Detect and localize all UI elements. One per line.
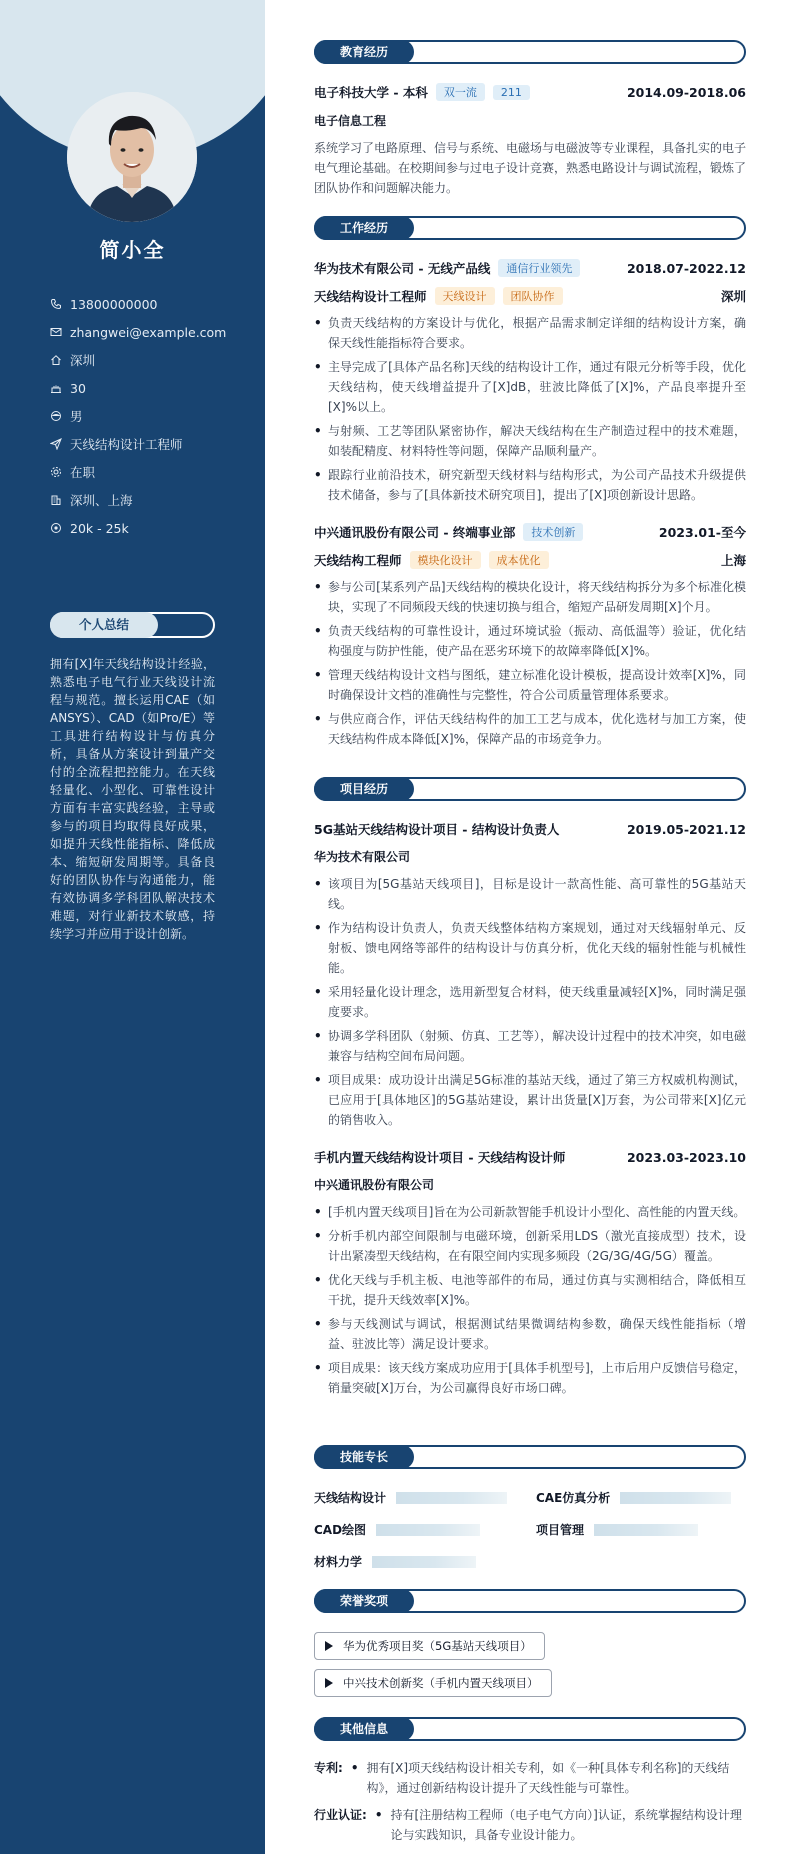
award-text: 华为优秀项目奖（5G基站天线项目） — [343, 1639, 532, 1653]
job-role-tag: 成本优化 — [489, 551, 549, 569]
job-company: 中兴通讯股份有限公司 - 终端事业部 — [314, 525, 516, 540]
home-icon — [50, 354, 62, 366]
job-role-row — [314, 551, 746, 569]
project-bullet: • 优化天线与手机主板、电池等部件的布局，通过仿真与实测相结合，降低相互干扰，提升天线效率[X]%。 — [314, 1270, 746, 1310]
project-bullet: • 分析手机内部空间限制与电磁环境，创新采用LDS（激光直接成型）技术，设计出紧凑型天线结构，在有限空间内实现多频段（2G/3G/4G/5G）覆盖。 — [314, 1226, 746, 1266]
education-description: 系统学习了电路原理、信号与系统、电磁场与电磁波等专业课程，具备扎实的电子电气理论基础。在校期间参与过电子设计竞赛，熟悉电路设计与调试流程，锻炼了团队协作和问题解决能力。 — [314, 141, 747, 195]
job-company: 华为技术有限公司 - 无线产品线 — [314, 261, 491, 276]
skill-name: 材料力学 — [314, 1555, 363, 1569]
section-header-other — [314, 1717, 746, 1741]
section-title-other: 其他信息 — [314, 1717, 414, 1741]
project-period: 2023.03-2023.10 — [626, 1149, 746, 1165]
bullet-dot: • — [374, 1808, 383, 1822]
job-period: 2018.07-2022.12 — [626, 260, 746, 276]
job-bullet: • 管理天线结构设计文档与图纸，建立标准化设计模板，提高设计效率[X]%，同时确保设计文档的准确性与完整性，符合公司质量管理体系要求。 — [314, 665, 746, 705]
job-bullets — [314, 313, 746, 509]
certification-label: 行业认证: — [314, 1808, 367, 1822]
contact-salary-text: 20k - 25k — [70, 520, 129, 536]
project-header-row — [314, 820, 746, 838]
award-item[interactable] — [314, 1632, 545, 1660]
project-bullet: • 协调多学科团队（射频、仿真、工艺等），解决设计过程中的技术冲突，如电磁兼容与结构空间布局问题。 — [314, 1026, 746, 1066]
project-name: 5G基站天线结构设计项目 - 结构设计负责人 — [314, 822, 560, 837]
award-item[interactable] — [314, 1669, 552, 1697]
bullet-dot: • — [350, 1761, 359, 1775]
play-icon — [325, 1678, 333, 1688]
sidebar — [0, 0, 265, 1854]
other-patent — [314, 1758, 746, 1798]
job-header-row — [314, 259, 746, 277]
section-title-education: 教育经历 — [314, 40, 414, 64]
contact-city-text: 深圳 — [70, 353, 96, 368]
section-header-skills — [314, 1445, 746, 1469]
job-period: 2023.01-至今 — [658, 525, 746, 540]
contact-phone — [50, 290, 226, 318]
skill-level-bar — [372, 1556, 476, 1568]
skill-level-bar — [376, 1524, 480, 1536]
project-bullet: • 参与天线测试与调试，根据测试结果微调结构参数，确保天线性能指标（增益、驻波比等）满足设计要求。 — [314, 1314, 746, 1354]
project-header-row — [314, 1148, 746, 1166]
education-header-row — [314, 83, 746, 101]
age-icon — [50, 382, 62, 394]
job-bullet: • 负责天线结构的可靠性设计，通过环境试验（振动、高低温等）验证，优化结构强度与防护性能，使产品在恶劣环境下的故障率降低[X]%。 — [314, 621, 746, 661]
project-bullet: • 作为结构设计负责人，负责天线整体结构方案规划，通过对天线辐射单元、反射板、馈电网络等部件的结构设计与仿真分析，优化天线的辐射性能与机械性能。 — [314, 918, 746, 978]
contact-age — [50, 374, 226, 402]
contact-email-text: zhangwei@example.com — [70, 324, 227, 340]
job-bullet: • 主导完成了[具体产品名称]天线的结构设计工作，通过有限元分析等手段，优化天线结构，使天线增益提升了[X]dB，驻波比降低了[X]%，产品良率提升至[X]%以上。 — [314, 357, 746, 417]
skill-item — [536, 1521, 698, 1538]
skill-name: CAE仿真分析 — [536, 1491, 611, 1505]
contact-phone-text: 13800000000 — [70, 296, 158, 312]
skill-level-bar — [594, 1524, 698, 1536]
skill-name: 天线结构设计 — [314, 1491, 387, 1505]
section-title-work: 工作经历 — [314, 216, 414, 240]
job-bullet: • 与供应商合作，评估天线结构件的加工工艺与成本，优化选材与加工方案，使天线结构件成本降低[X]%，保障产品的市场竞争力。 — [314, 709, 746, 749]
contact-status-text: 在职 — [70, 465, 96, 480]
contact-gender-text: 男 — [70, 409, 83, 424]
job-role: 天线结构工程师 — [314, 553, 402, 568]
section-header-projects — [314, 777, 746, 801]
job-bullet: • 负责天线结构的方案设计与优化，根据产品需求制定详细的结构设计方案，确保天线性能指标符合要求。 — [314, 313, 746, 353]
summary-header — [50, 612, 215, 638]
project-bullet: • 项目成果：该天线方案成功应用于[具体手机型号]，上市后用户反馈信号稳定，销量突破[X]万台，为公司赢得良好市场口碑。 — [314, 1358, 746, 1398]
contact-email — [50, 318, 226, 346]
section-header-education — [314, 40, 746, 64]
education-period: 2014.09-2018.06 — [626, 84, 746, 100]
section-header-work — [314, 216, 746, 240]
job-company-tag: 技术创新 — [523, 523, 583, 541]
send-icon — [50, 438, 62, 450]
patent-text: 拥有[X]项天线结构设计相关专利，如《一种[具体专利名称]的天线结构》，通过创新结构设计提升了天线性能与可靠性。 — [366, 1761, 730, 1795]
job-bullet: • 跟踪行业前沿技术，研究新型天线材料与结构形式，为公司产品技术升级提供技术储备，参与了[具体新技术研究项目]，提出了[X]项创新设计思路。 — [314, 465, 746, 505]
profile-name: 简小全 — [99, 238, 166, 262]
education-tag: 211 — [493, 85, 530, 100]
patent-label: 专利: — [314, 1761, 343, 1775]
contact-position-text: 天线结构设计工程师 — [70, 437, 183, 452]
job-role: 天线结构设计工程师 — [314, 289, 427, 304]
building-icon — [50, 494, 62, 506]
project-bullet: • 该项目为[5G基站天线项目]，目标是设计一款高性能、高可靠性的5G基站天线。 — [314, 874, 746, 914]
phone-icon — [50, 298, 62, 310]
job-header-row — [314, 523, 746, 541]
contact-age-text: 30 — [70, 380, 86, 396]
portrait-photo-icon — [67, 92, 197, 222]
email-icon — [50, 326, 62, 338]
project-bullet: • 项目成果：成功设计出满足5G标准的基站天线，通过了第三方权威机构测试，已应用于[具体地区]的5G基站建设，累计出货量[X]万套，为公司带来[X]亿元的销售收入。 — [314, 1070, 746, 1130]
summary-title: 个人总结 — [50, 612, 158, 638]
job-bullet: • 与射频、工艺等团队紧密协作，解决天线结构在生产制造过程中的技术难题，如装配精度、材料特性等问题，保障产品顺利量产。 — [314, 421, 746, 461]
contact-list — [50, 290, 226, 542]
gender-icon — [50, 410, 62, 422]
job-location: 深圳 — [720, 289, 746, 304]
section-title-honors: 荣誉奖项 — [314, 1589, 414, 1613]
salary-icon — [50, 522, 62, 534]
job-company-tag: 通信行业领先 — [498, 259, 580, 277]
section-header-honors — [314, 1589, 746, 1613]
skill-level-bar — [396, 1492, 507, 1504]
contact-gender — [50, 402, 226, 430]
job-role-tag: 模块化设计 — [410, 551, 481, 569]
job-location: 上海 — [720, 553, 746, 568]
job-bullets — [314, 577, 746, 753]
contact-salary — [50, 514, 226, 542]
project-bullets — [314, 874, 746, 1134]
skill-item — [314, 1489, 507, 1506]
job-role-tag: 天线设计 — [435, 287, 495, 305]
contact-status — [50, 458, 226, 486]
section-title-projects: 项目经历 — [314, 777, 414, 801]
skill-name: 项目管理 — [536, 1523, 585, 1537]
education-school: 电子科技大学 - 本科 — [314, 85, 428, 100]
certification-text: 持有[注册结构工程师（电子电气方向）]认证，系统掌握结构设计理论与实践知识，具备专业设计能力。 — [390, 1808, 742, 1842]
award-text: 中兴技术创新奖（手机内置天线项目） — [343, 1676, 539, 1690]
skill-item — [314, 1521, 480, 1538]
education-major: 电子信息工程 — [314, 114, 387, 128]
project-period: 2019.05-2021.12 — [626, 821, 746, 837]
skill-item — [314, 1553, 476, 1570]
job-bullet: • 参与公司[某系列产品]天线结构的模块化设计，将天线结构拆分为多个标准化模块，实现了不同频段天线的快速切换与组合，缩短产品研发周期[X]个月。 — [314, 577, 746, 617]
job-role-tag: 团队协作 — [503, 287, 563, 305]
play-icon — [325, 1641, 333, 1651]
status-icon — [50, 466, 62, 478]
avatar — [67, 92, 197, 222]
project-bullet: • [手机内置天线项目]旨在为公司新款智能手机设计小型化、高性能的内置天线。 — [314, 1202, 746, 1222]
section-title-skills: 技能专长 — [314, 1445, 414, 1469]
project-name: 手机内置天线结构设计项目 - 天线结构设计师 — [314, 1150, 566, 1165]
skill-level-bar — [620, 1492, 731, 1504]
education-tag: 双一流 — [436, 83, 485, 101]
contact-position — [50, 430, 226, 458]
contact-target-city — [50, 486, 226, 514]
summary-text: 拥有[X]年天线结构设计经验，熟悉电子电气行业天线设计流程与规范。擅长运用CAE（如ANSYS）、CAD（如Pro/E）等工具进行结构设计与仿真分析，具备从方案设计到量产交付的全流程把控能力。在天线轻量化、小型化、可靠性设计方面有丰富实践经验，主导或参与的项目均取得良好成果，如提升天线性能指标、降低成本、缩短研发周期等。具备良好的团队协作与沟通能力，能有效协调多学科团队解决技术难题，对行业新技术敏感，持续学习并应用于设计创新。 — [50, 657, 215, 941]
skill-item — [536, 1489, 731, 1506]
job-role-row — [314, 287, 746, 305]
project-bullets — [314, 1202, 746, 1402]
skill-name: CAD绘图 — [314, 1523, 367, 1537]
project-org: 华为技术有限公司 — [314, 850, 411, 864]
other-certification — [314, 1805, 746, 1845]
project-bullet: • 采用轻量化设计理念，选用新型复合材料，使天线重量减轻[X]%，同时满足强度要求。 — [314, 982, 746, 1022]
project-org: 中兴通讯股份有限公司 — [314, 1178, 435, 1192]
contact-target-city-text: 深圳、上海 — [70, 493, 133, 508]
contact-city — [50, 346, 226, 374]
